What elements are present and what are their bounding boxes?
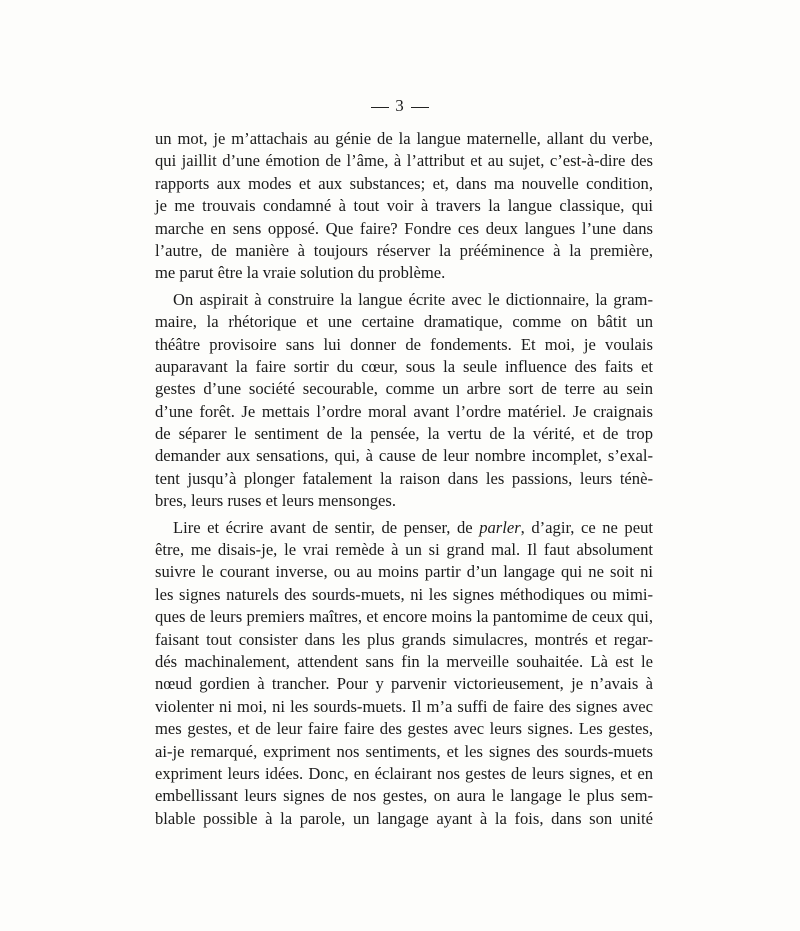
text-line: marche en sens opposé. Que faire? Fondre ces deux langues l’une dans [155,218,653,238]
text-line: expriment leurs idées. Donc, en éclairant nos gestes de leurs signes, et en [155,763,653,783]
text-line: mes gestes, et de leur faire faire des gestes avec leurs signes. Les gestes, [155,719,653,739]
folio-dash-left [371,107,389,108]
text-line: bres, leurs ruses et leurs mensonges. [155,491,397,511]
text-line: un mot, je m’attachais au génie de la langue maternelle, allant du verbe, [155,129,653,148]
text-line: ai-je remarqué, expriment nos sentiments, et les signes des sourds-muets [155,741,653,761]
text-line: de séparer le sentiment de la pensée, la vertu de la vérité, et de trop [155,424,653,444]
text-line: blable possible à la parole, un langage ayant à la fois, dans son unité [155,808,653,828]
text-line: l’autre, de manière à toujours réserver la prééminence à la première, [155,240,653,260]
text-line: je me trouvais condamné à tout voir à travers la langue classique, qui [155,196,653,216]
text-line: violenter ni moi, ni les sourds-muets. Il m’a suffi de faire des signes avec [155,696,653,716]
text-line: être, me disais-je, le vrai remède à un si grand mal. Il faut absolument [155,540,653,560]
text-run: Lire et écrire avant de sentir, de penser, de [173,517,480,537]
body-text [155,128,653,830]
paragraph-2 [155,289,653,513]
text-line: gestes d’une société secourable, comme un arbre sort de terre au sein [155,379,653,399]
text-line: rapports aux modes et aux substances; et, dans ma nouvelle condition, [155,173,653,193]
paragraph-1 [155,128,653,285]
text-run: , d’agir, ce ne peut [520,517,653,537]
text-line [155,517,653,539]
text-line: faisant tout consister dans les plus grands simulacres, montrés et regar- [155,629,653,649]
text-line: demander aux sensations, qui, à cause de leur nombre incomplet, s’exal- [155,446,653,466]
text-line: On aspirait à construire la langue écrite avec le dictionnaire, la gram- [173,289,653,309]
text-line: embellissant leurs signes de nos gestes, on aura le langage le plus sem- [155,786,653,806]
text-line: dés machinalement, attendent sans fin la merveille souhaitée. Là est le [155,651,653,671]
text-line: nœud gordien à trancher. Pour y parvenir victorieusement, je n’avais à [155,674,653,694]
text-line: maire, la rhétorique et une certaine dramatique, comme on bâtit un [155,312,653,332]
text-line: théâtre provisoire sans lui donner de fondements. Et moi, je voulais [155,334,653,354]
folio-dash-right [411,107,429,108]
italic-word: parler [479,517,521,537]
text-line: suivre le courant inverse, ou au moins partir d’un langage qui ne soit ni [155,562,653,582]
text-line: me parut être la vraie solution du problème. [155,263,446,283]
text-line: d’une forêt. Je mettais l’ordre moral avant l’ordre matériel. Je craignais [155,401,653,421]
page-number-header [0,96,800,116]
text-line: auparavant la faire sortir du cœur, sous la seule influence des faits et [155,356,653,376]
page-number: 3 [395,96,405,115]
text-line: tent jusqu’à plonger fatalement la raison dans les passions, leurs ténè- [155,468,653,488]
text-line: qui jaillit d’une émotion de l’âme, à l’attribut et au sujet, c’est-à-dire des [155,151,653,171]
text-line: ques de leurs premiers maîtres, et encore moins la pantomime de ceux qui, [155,607,653,627]
paragraph-3 [155,517,653,830]
text-line: les signes naturels des sourds-muets, ni les signes méthodiques ou mimi- [155,584,653,604]
